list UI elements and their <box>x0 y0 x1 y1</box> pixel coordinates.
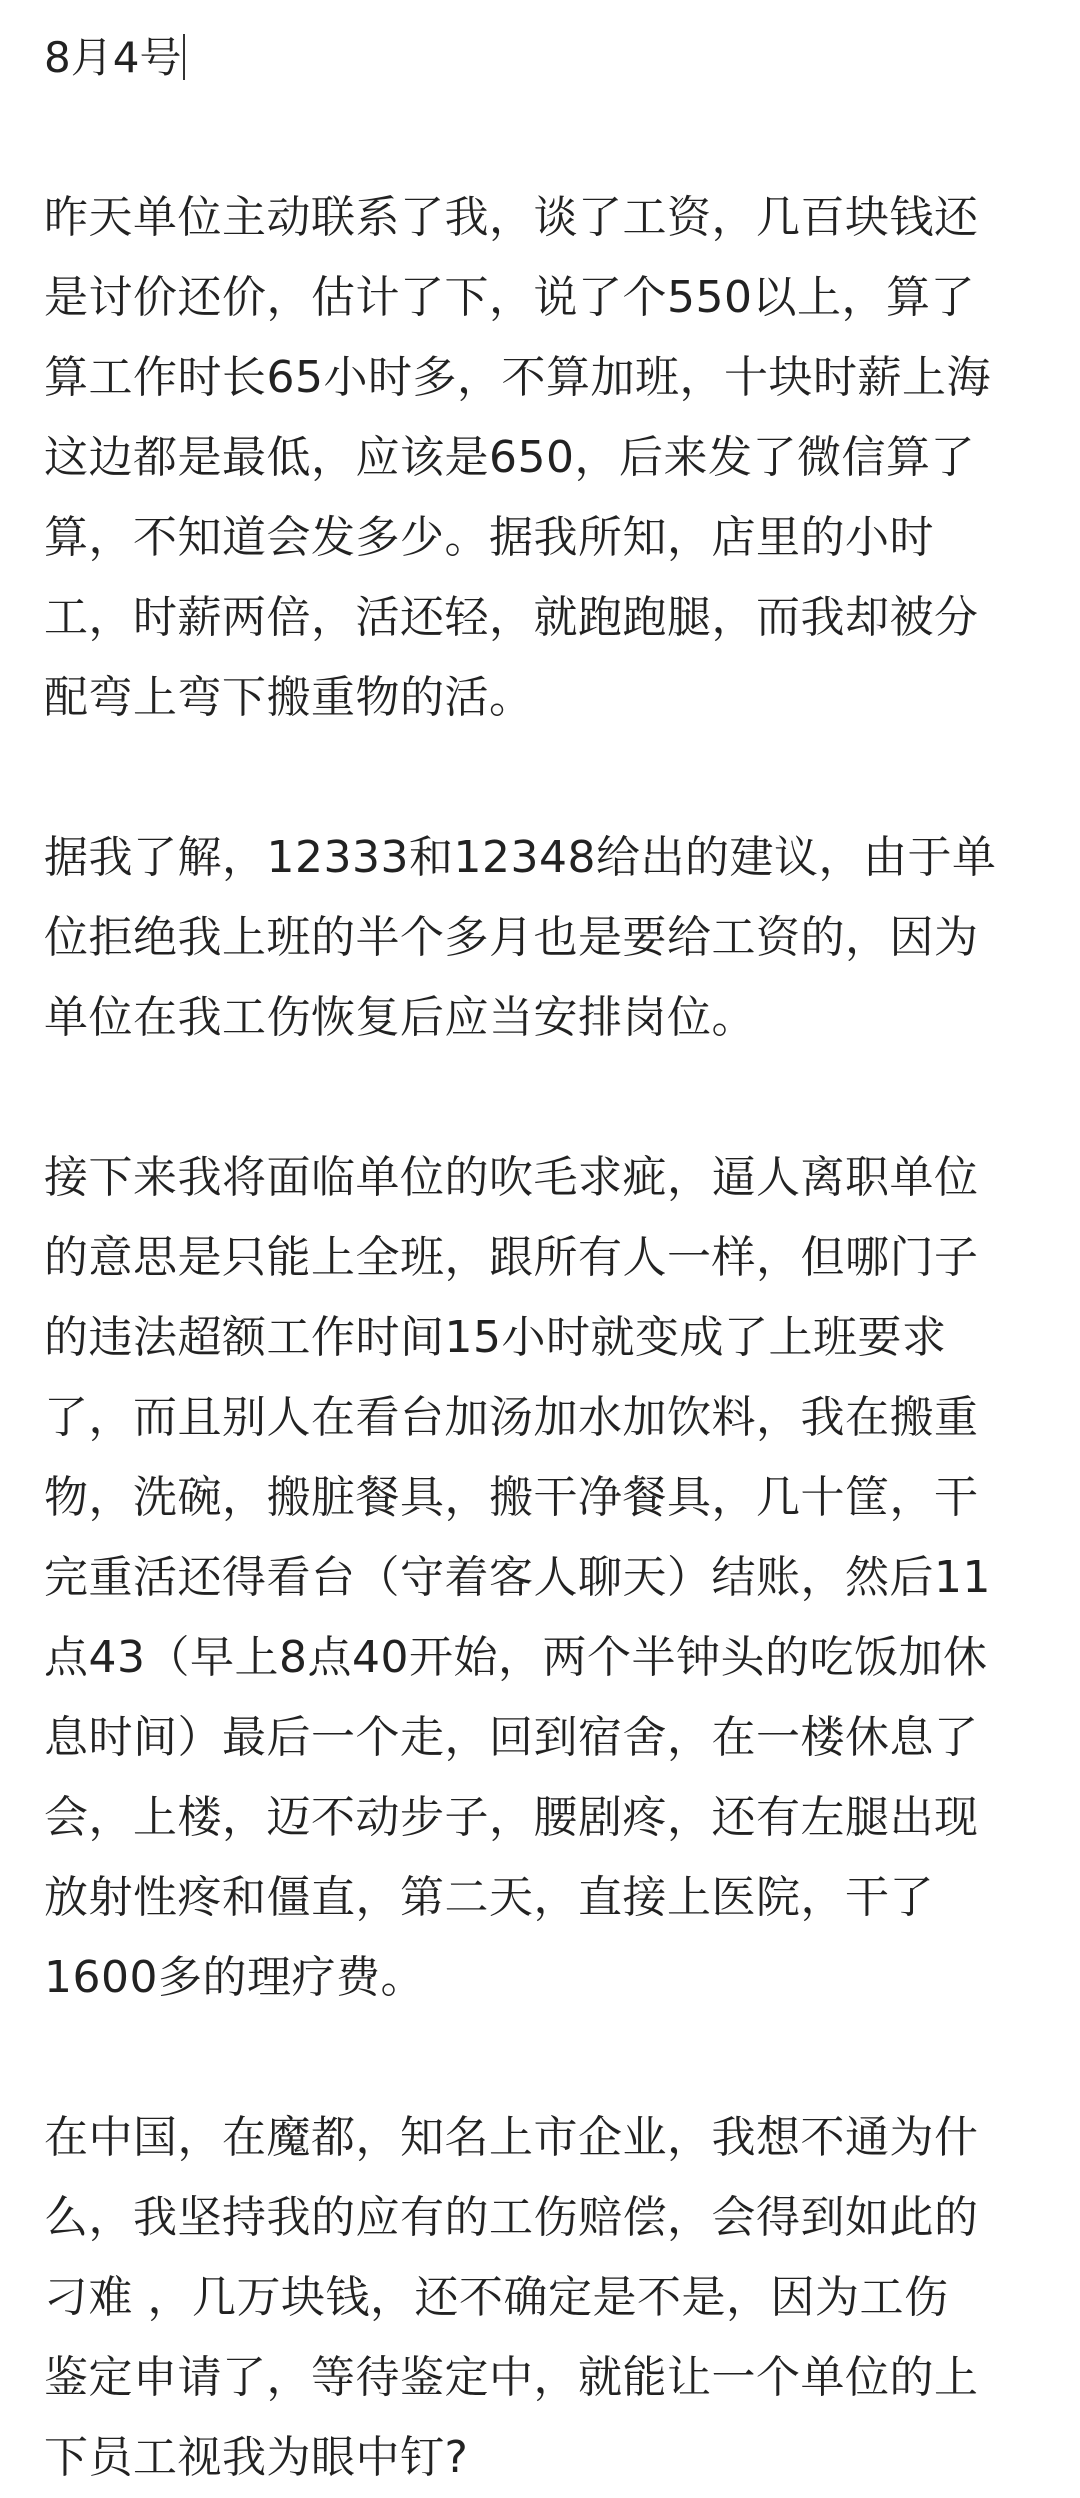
text-line: 了，而且别人在看台加汤加水加饮料，我在搬重 <box>44 1392 979 1443</box>
text-line: 昨天单位主动联系了我，谈了工资，几百块钱还 <box>44 192 979 243</box>
text-line: 工，时薪两倍，活还轻，就跑跑腿，而我却被分 <box>44 592 979 643</box>
text-line: 物，洗碗，搬脏餐具，搬干净餐具，几十筐，干 <box>44 1472 979 1523</box>
paragraph-1 <box>44 178 1050 738</box>
text-line: 鉴定申请了，等待鉴定中，就能让一个单位的上 <box>44 2352 979 2403</box>
text-line: 在中国，在魔都，知名上市企业，我想不通为什 <box>44 2112 979 2163</box>
text-line: 1600多的理疗费。 <box>44 1952 425 2003</box>
text-line: 位拒绝我上班的半个多月也是要给工资的，因为 <box>44 912 979 963</box>
text-line: 配弯上弯下搬重物的活。 <box>44 672 534 723</box>
text-line: 么，我坚持我的应有的工伤赔偿，会得到如此的 <box>44 2192 979 2243</box>
paragraph-2 <box>44 818 1050 1058</box>
text-line: 息时间）最后一个走，回到宿舍，在一楼休息了 <box>44 1712 979 1763</box>
text-line: 是讨价还价，估计了下，说了个550以上，算了 <box>44 272 975 323</box>
text-line: 刁难 ，几万块钱，还不确定是不是，因为工伤 <box>44 2272 949 2323</box>
text-line: 的违法超额工作时间15小时就变成了上班要求 <box>44 1312 947 1363</box>
note-date-line[interactable] <box>44 18 1050 98</box>
text-line: 单位在我工伤恢复后应当安排岗位。 <box>44 992 756 1043</box>
text-line: 算工作时长65小时多，不算加班，十块时薪上海 <box>44 352 991 403</box>
text-line: 放射性疼和僵直，第二天，直接上医院，干了 <box>44 1872 934 1923</box>
text-line: 据我了解，12333和12348给出的建议，由于单 <box>44 832 997 883</box>
text-line: 完重活还得看台（守着客人聊天）结账，然后11 <box>44 1552 991 1603</box>
paragraph-3 <box>44 1138 1050 2018</box>
text-line: 这边都是最低，应该是650，后来发了微信算了 <box>44 432 975 483</box>
text-line: 的意思是只能上全班，跟所有人一样，但哪门子 <box>44 1232 979 1283</box>
text-line: 点43（早上8点40开始，两个半钟头的吃饭加休 <box>44 1632 988 1683</box>
paragraph-4 <box>44 2098 1050 2498</box>
note-date: 8月4号 <box>44 33 182 82</box>
text-cursor <box>183 34 185 80</box>
text-line: 下员工视我为眼中钉? <box>44 2432 469 2483</box>
text-line: 算，不知道会发多少。据我所知，店里的小时 <box>44 512 934 563</box>
text-line: 会，上楼，迈不动步子，腰剧疼，还有左腿出现 <box>44 1792 979 1843</box>
text-line: 接下来我将面临单位的吹毛求疵，逼人离职单位 <box>44 1152 979 1203</box>
